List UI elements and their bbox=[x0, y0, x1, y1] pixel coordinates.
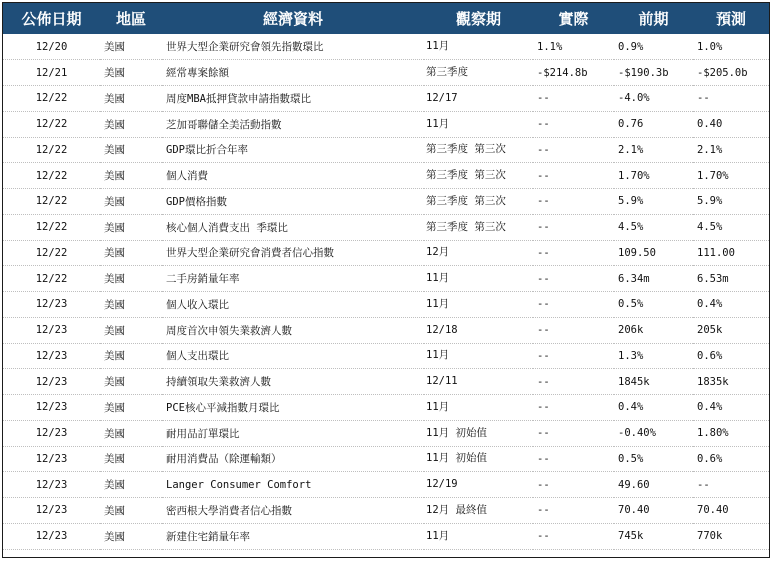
cell-region: 美國 bbox=[100, 34, 162, 60]
cell-economic-data: 世界大型企業研究會領先指數環比 bbox=[162, 34, 424, 60]
cell-previous: 1.70% bbox=[614, 163, 693, 189]
economic-calendar-table-frame bbox=[2, 2, 770, 558]
cell-forecast: 0.6% bbox=[693, 343, 769, 369]
cell-release-date: 12/22 bbox=[3, 240, 100, 266]
cell-previous: 4.5% bbox=[614, 214, 693, 240]
cell-economic-data: PCE核心平減指數月環比 bbox=[162, 395, 424, 421]
cell-previous: 1.3% bbox=[614, 343, 693, 369]
cell-previous: 0.5% bbox=[614, 446, 693, 472]
cell-release-date: 12/22 bbox=[3, 266, 100, 292]
cell-region: 美國 bbox=[100, 292, 162, 318]
cell-forecast: 770k bbox=[693, 523, 769, 549]
cell-economic-data: 密西根大學消費者信心指數 bbox=[162, 498, 424, 524]
cell-forecast: -- bbox=[693, 86, 769, 112]
cell-region: 美國 bbox=[100, 137, 162, 163]
cell-previous: -$190.3b bbox=[614, 60, 693, 86]
period-text: 11月 初始值 bbox=[426, 452, 487, 465]
cell-period bbox=[424, 111, 533, 137]
cell-economic-data: 核心個人消費支出 季環比 bbox=[162, 214, 424, 240]
period-text: 12月 最終值 bbox=[426, 503, 487, 516]
table-row bbox=[3, 266, 769, 292]
cell-period bbox=[424, 214, 533, 240]
cell-release-date: 12/23 bbox=[3, 369, 100, 395]
cell-region: 美國 bbox=[100, 369, 162, 395]
table-row bbox=[3, 317, 769, 343]
cell-forecast: 0.40 bbox=[693, 111, 769, 137]
column-header-region: 地區 bbox=[115, 10, 146, 28]
period-text: 第三季度 第三次 bbox=[426, 194, 506, 207]
cell-actual: -- bbox=[533, 189, 614, 215]
cell-economic-data: 世界大型企業研究會消費者信心指數 bbox=[162, 240, 424, 266]
cell-actual: -- bbox=[533, 214, 614, 240]
period-text: 第三季度 第三次 bbox=[426, 220, 506, 233]
period-text: 12/19 bbox=[426, 478, 458, 491]
cell-region: 美國 bbox=[100, 317, 162, 343]
cell-period bbox=[424, 343, 533, 369]
cell-forecast: 111.00 bbox=[693, 240, 769, 266]
cell-forecast: 5.9% bbox=[693, 189, 769, 215]
cell-previous: 0.76 bbox=[614, 111, 693, 137]
table-row bbox=[3, 369, 769, 395]
cell-release-date: 12/23 bbox=[3, 343, 100, 369]
cell-previous: 206k bbox=[614, 317, 693, 343]
cell-previous: 1845k bbox=[614, 369, 693, 395]
cell-period bbox=[424, 189, 533, 215]
table-row bbox=[3, 343, 769, 369]
cell-forecast: 4.5% bbox=[693, 214, 769, 240]
column-header-actual: 實際 bbox=[558, 10, 589, 28]
table-row bbox=[3, 292, 769, 318]
cell-actual: -- bbox=[533, 240, 614, 266]
cell-release-date: 12/23 bbox=[3, 498, 100, 524]
table-row bbox=[3, 86, 769, 112]
cell-period bbox=[424, 369, 533, 395]
cell-region: 美國 bbox=[100, 111, 162, 137]
table-row bbox=[3, 420, 769, 446]
table-row bbox=[3, 214, 769, 240]
cell-region: 美國 bbox=[100, 446, 162, 472]
cell-forecast: 0.6% bbox=[693, 446, 769, 472]
cell-actual: -- bbox=[533, 292, 614, 318]
period-text: 11月 bbox=[426, 349, 450, 362]
cell-actual: -- bbox=[533, 266, 614, 292]
cell-region: 美國 bbox=[100, 523, 162, 549]
cell-forecast: 1.0% bbox=[693, 34, 769, 60]
cell-region: 美國 bbox=[100, 189, 162, 215]
cell-economic-data: 耐用品訂單環比 bbox=[162, 420, 424, 446]
cell-release-date: 12/23 bbox=[3, 523, 100, 549]
cell-region: 美國 bbox=[100, 498, 162, 524]
cell-actual: -- bbox=[533, 420, 614, 446]
cell-release-date: 12/20 bbox=[3, 34, 100, 60]
period-text: 11月 bbox=[426, 400, 450, 413]
period-text: 11月 bbox=[426, 529, 450, 542]
cell-forecast: -$205.0b bbox=[693, 60, 769, 86]
cell-actual: -- bbox=[533, 317, 614, 343]
period-text: 12/17 bbox=[426, 91, 458, 104]
cell-previous: 109.50 bbox=[614, 240, 693, 266]
period-text: 11月 bbox=[426, 40, 450, 53]
period-text: 11月 bbox=[426, 117, 450, 130]
cell-forecast: 1835k bbox=[693, 369, 769, 395]
cell-release-date: 12/23 bbox=[3, 292, 100, 318]
cell-actual: -- bbox=[533, 395, 614, 421]
cell-economic-data: 周度首次申領失業救濟人數 bbox=[162, 317, 424, 343]
cell-region: 美國 bbox=[100, 60, 162, 86]
cell-region: 美國 bbox=[100, 86, 162, 112]
cell-forecast: 205k bbox=[693, 317, 769, 343]
cell-release-date: 12/23 bbox=[3, 420, 100, 446]
cell-region: 美國 bbox=[100, 472, 162, 498]
cell-previous: 745k bbox=[614, 523, 693, 549]
cell-period bbox=[424, 395, 533, 421]
cell-previous: 0.4% bbox=[614, 395, 693, 421]
cell-previous: 2.1% bbox=[614, 137, 693, 163]
cell-previous: 0.9% bbox=[614, 34, 693, 60]
cell-forecast: 1.70% bbox=[693, 163, 769, 189]
table-row bbox=[3, 498, 769, 524]
cell-actual: 1.1% bbox=[533, 34, 614, 60]
cell-forecast: 2.1% bbox=[693, 137, 769, 163]
period-text: 11月 初始值 bbox=[426, 426, 487, 439]
period-text: 12/11 bbox=[426, 375, 458, 388]
cell-period bbox=[424, 163, 533, 189]
header-row bbox=[3, 3, 769, 34]
cell-actual: -- bbox=[533, 498, 614, 524]
cell-forecast: 70.40 bbox=[693, 498, 769, 524]
cell-region: 美國 bbox=[100, 163, 162, 189]
cell-actual: -- bbox=[533, 163, 614, 189]
table-body bbox=[3, 34, 769, 549]
cell-economic-data: GDP環比折合年率 bbox=[162, 137, 424, 163]
cell-period bbox=[424, 472, 533, 498]
cell-previous: 0.5% bbox=[614, 292, 693, 318]
cell-forecast: 1.80% bbox=[693, 420, 769, 446]
cell-period bbox=[424, 292, 533, 318]
column-header-previous: 前期 bbox=[638, 10, 669, 28]
cell-release-date: 12/23 bbox=[3, 472, 100, 498]
cell-economic-data: 持續領取失業救濟人數 bbox=[162, 369, 424, 395]
cell-forecast: -- bbox=[693, 472, 769, 498]
cell-previous: 5.9% bbox=[614, 189, 693, 215]
table-row bbox=[3, 446, 769, 472]
cell-period bbox=[424, 137, 533, 163]
cell-economic-data: 新建住宅銷量年率 bbox=[162, 523, 424, 549]
cell-actual: -- bbox=[533, 111, 614, 137]
cell-economic-data: 耐用消費品（除運輸類） bbox=[162, 446, 424, 472]
cell-release-date: 12/22 bbox=[3, 163, 100, 189]
cell-forecast: 0.4% bbox=[693, 292, 769, 318]
cell-period bbox=[424, 86, 533, 112]
table-row bbox=[3, 189, 769, 215]
period-text: 11月 bbox=[426, 297, 450, 310]
table-row bbox=[3, 111, 769, 137]
cell-economic-data: Langer Consumer Comfort bbox=[162, 472, 424, 498]
cell-period bbox=[424, 266, 533, 292]
table-row bbox=[3, 34, 769, 60]
cell-release-date: 12/23 bbox=[3, 395, 100, 421]
cell-release-date: 12/22 bbox=[3, 189, 100, 215]
period-text: 12月 bbox=[426, 246, 450, 259]
cell-period bbox=[424, 34, 533, 60]
period-text: 第三季度 bbox=[426, 66, 468, 79]
cell-previous: -0.40% bbox=[614, 420, 693, 446]
cell-region: 美國 bbox=[100, 395, 162, 421]
cell-release-date: 12/23 bbox=[3, 317, 100, 343]
table-row bbox=[3, 395, 769, 421]
cell-region: 美國 bbox=[100, 240, 162, 266]
column-header-period: 觀察期 bbox=[455, 10, 501, 28]
cell-period bbox=[424, 317, 533, 343]
cell-forecast: 6.53m bbox=[693, 266, 769, 292]
cell-actual: -- bbox=[533, 446, 614, 472]
period-text: 第三季度 第三次 bbox=[426, 143, 506, 156]
cell-release-date: 12/22 bbox=[3, 111, 100, 137]
cell-economic-data: GDP價格指數 bbox=[162, 189, 424, 215]
cell-previous: 49.60 bbox=[614, 472, 693, 498]
column-header-economic-data: 經濟資料 bbox=[262, 10, 323, 28]
cell-region: 美國 bbox=[100, 420, 162, 446]
column-header-forecast: 預測 bbox=[715, 10, 746, 28]
cell-period bbox=[424, 240, 533, 266]
table-row bbox=[3, 60, 769, 86]
cell-forecast: 0.4% bbox=[693, 395, 769, 421]
cell-release-date: 12/23 bbox=[3, 446, 100, 472]
cell-economic-data: 經常專案餘額 bbox=[162, 60, 424, 86]
cell-actual: -$214.8b bbox=[533, 60, 614, 86]
cell-economic-data: 周度MBA抵押貸款申請指數環比 bbox=[162, 86, 424, 112]
economic-calendar-table bbox=[3, 3, 769, 550]
cell-economic-data: 個人支出環比 bbox=[162, 343, 424, 369]
table-row bbox=[3, 137, 769, 163]
cell-release-date: 12/22 bbox=[3, 137, 100, 163]
cell-previous: -4.0% bbox=[614, 86, 693, 112]
table-row bbox=[3, 523, 769, 549]
cell-actual: -- bbox=[533, 472, 614, 498]
table-row bbox=[3, 472, 769, 498]
cell-previous: 6.34m bbox=[614, 266, 693, 292]
cell-economic-data: 個人消費 bbox=[162, 163, 424, 189]
cell-region: 美國 bbox=[100, 343, 162, 369]
cell-region: 美國 bbox=[100, 266, 162, 292]
cell-actual: -- bbox=[533, 86, 614, 112]
period-text: 11月 bbox=[426, 272, 450, 285]
cell-release-date: 12/21 bbox=[3, 60, 100, 86]
cell-release-date: 12/22 bbox=[3, 214, 100, 240]
cell-region: 美國 bbox=[100, 214, 162, 240]
cell-release-date: 12/22 bbox=[3, 86, 100, 112]
cell-economic-data: 二手房銷量年率 bbox=[162, 266, 424, 292]
cell-actual: -- bbox=[533, 369, 614, 395]
cell-actual: -- bbox=[533, 343, 614, 369]
column-header-release-date: 公佈日期 bbox=[21, 10, 82, 28]
cell-period bbox=[424, 498, 533, 524]
cell-period bbox=[424, 523, 533, 549]
cell-actual: -- bbox=[533, 137, 614, 163]
cell-period bbox=[424, 420, 533, 446]
period-text: 12/18 bbox=[426, 323, 458, 336]
cell-previous: 70.40 bbox=[614, 498, 693, 524]
cell-economic-data: 芝加哥聯儲全美活動指數 bbox=[162, 111, 424, 137]
cell-period bbox=[424, 60, 533, 86]
cell-economic-data: 個人收入環比 bbox=[162, 292, 424, 318]
period-text: 第三季度 第三次 bbox=[426, 169, 506, 182]
cell-period bbox=[424, 446, 533, 472]
table-row bbox=[3, 163, 769, 189]
cell-actual: -- bbox=[533, 523, 614, 549]
table-row bbox=[3, 240, 769, 266]
